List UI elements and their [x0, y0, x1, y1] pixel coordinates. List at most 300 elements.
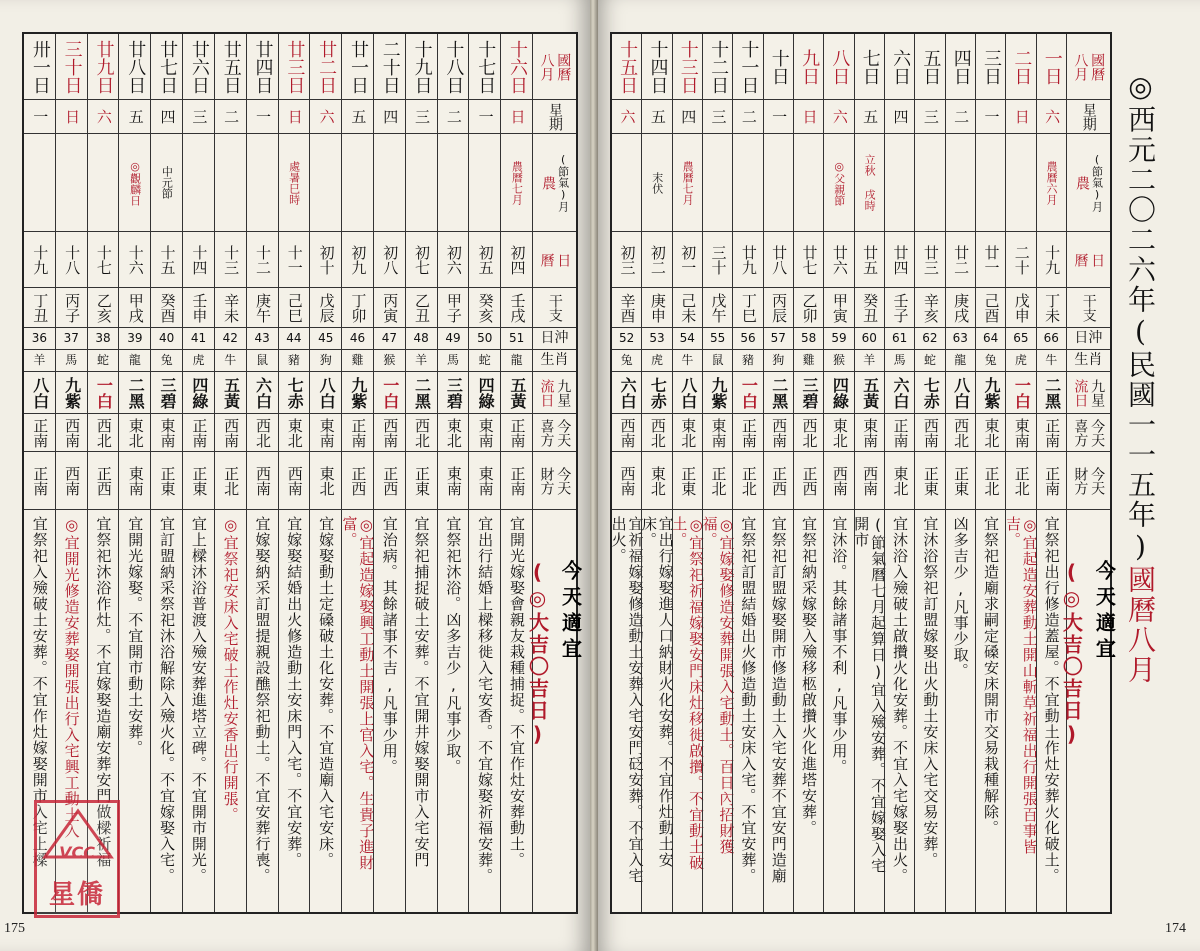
cai-text: 正東: [679, 465, 698, 496]
cell-star: [733, 372, 762, 414]
nong-text: 十九: [1043, 244, 1062, 275]
cai-text: 正東: [190, 465, 209, 496]
header-age-label: 日沖: [540, 330, 569, 347]
header-note: [533, 134, 576, 232]
cell-date: [215, 34, 246, 100]
cell-date: [946, 34, 975, 100]
activity-text: 宜祭祀入殮破土安葬。不宜作灶嫁娶開市入宅上樑: [30, 516, 49, 868]
cell-xi: [501, 414, 532, 452]
header-today: [525, 510, 583, 912]
cell-age: [151, 328, 182, 350]
cell-gz: [151, 288, 182, 328]
cell-xi: [764, 414, 793, 452]
xi-text: 東南: [476, 417, 495, 448]
cell-note: [342, 134, 373, 232]
xi-text: 東南: [158, 417, 177, 448]
cell-note: [310, 134, 341, 232]
header-note-label2: 農: [540, 175, 557, 190]
cell-note: [374, 134, 405, 232]
day-column: [437, 34, 469, 912]
star-text: 一白: [380, 376, 400, 409]
animal-text: 虎: [192, 352, 205, 367]
cell-nong: [406, 232, 437, 288]
header-animal-label: 生肖: [1074, 352, 1103, 369]
animal-text: 兔: [620, 352, 633, 367]
date-text: 廿三日: [284, 39, 306, 94]
gz-text: 乙亥: [94, 292, 113, 323]
header-animal: [533, 350, 576, 372]
cell-star: [915, 372, 944, 414]
activity-text: 宜訂盟納采祭祀沐浴解除入殮火化。不宜嫁娶入宅。: [158, 516, 177, 884]
cai-text: 正南: [31, 465, 50, 496]
header-age-label: 日沖: [1074, 330, 1103, 347]
cell-note: [438, 134, 469, 232]
nong-text: 初六: [444, 244, 463, 275]
age-text: 53: [649, 330, 665, 345]
wk-text: 三: [921, 109, 940, 124]
cell-date: [855, 34, 884, 100]
cell-date: [642, 34, 671, 100]
date-text: 廿一日: [347, 39, 369, 94]
cell-star: [946, 372, 975, 414]
gz-text: 辛酉: [618, 292, 637, 323]
cai-text: 西南: [830, 465, 849, 496]
cell-act: [640, 510, 675, 912]
cell-age: [976, 328, 1005, 350]
cell-star: [976, 372, 1005, 414]
cell-gz: [915, 288, 944, 328]
day-column: [1003, 34, 1039, 912]
cell-age: [501, 328, 532, 350]
cell-note: [469, 134, 500, 232]
activity-text: 宜沐浴祭祀訂盟嫁娶出火動土安床入宅交易安葬。: [921, 516, 940, 868]
header-wk-label: 星期: [1080, 102, 1097, 131]
cell-animal: [88, 350, 119, 372]
cell-wk: [703, 100, 732, 134]
wk-text: 日: [285, 109, 304, 124]
cell-cai: [215, 452, 246, 510]
date-text: 九日: [799, 48, 821, 85]
activity-text: 宜祈福嫁娶修造動土安葬入宅安門砭安葬。不宜入宅出火。: [609, 516, 645, 884]
cell-xi: [976, 414, 1005, 452]
cell-animal: [56, 350, 87, 372]
cell-nong: [501, 232, 532, 288]
cell-act: [852, 510, 888, 912]
cell-nong: [56, 232, 87, 288]
cai-text: 正東: [413, 465, 432, 496]
cell-star: [642, 372, 671, 414]
wk-text: 六: [1043, 109, 1062, 124]
cell-cai: [406, 452, 437, 510]
cell-note: [946, 134, 975, 232]
cell-nong: [88, 232, 119, 288]
cell-gz: [342, 288, 373, 328]
cell-date: [1037, 34, 1066, 100]
animal-text: 龍: [128, 352, 141, 367]
cell-note: [56, 134, 87, 232]
header-age: [533, 328, 576, 350]
cell-date: [764, 34, 793, 100]
cell-gz: [374, 288, 405, 328]
star-text: 九紫: [709, 376, 729, 409]
gz-text: 甲寅: [830, 292, 849, 323]
wk-text: 日: [1012, 109, 1031, 124]
cai-text: 正北: [739, 465, 758, 496]
cell-wk: [247, 100, 278, 134]
cell-wk: [279, 100, 310, 134]
wk-text: 三: [190, 109, 209, 124]
header-cai: [533, 452, 576, 510]
star-text: 一白: [94, 376, 114, 409]
cell-date: [1006, 34, 1035, 100]
activity-text: 宜祭祀造廟求嗣定磉安床開市交易栽種解除。: [982, 516, 1000, 836]
cell-cai: [88, 452, 119, 510]
date-text: 十日: [768, 48, 790, 85]
wk-text: 日: [508, 109, 527, 124]
header-date-label2: 八月: [1072, 52, 1089, 81]
animal-text: 兔: [984, 352, 997, 367]
cell-cai: [794, 452, 823, 510]
cai-text: 正西: [94, 465, 113, 496]
cell-cai: [1006, 452, 1035, 510]
cell-xi: [24, 414, 55, 452]
activity-text: ◎宜開光修造安葬娶開張出行入宅興工動土入: [62, 516, 81, 839]
cell-note: [24, 134, 55, 232]
gz-text: 癸丑: [861, 292, 880, 323]
nong-text: 廿一: [982, 244, 1001, 275]
day-column: [500, 34, 532, 912]
activity-text: 宜祭祀捕捉破土安葬。不宜開井嫁娶開市入宅安門: [412, 516, 431, 868]
xi-text: 正南: [31, 417, 50, 448]
right-page: [596, 0, 1200, 951]
cell-age: [824, 328, 853, 350]
nong-text: 三十: [709, 244, 728, 275]
cell-age: [374, 328, 405, 350]
stamp-vcc-text: VCC: [59, 843, 95, 862]
cell-wk: [183, 100, 214, 134]
nong-text: 初八: [381, 244, 400, 275]
cell-cai: [612, 452, 641, 510]
nong-text: 廿九: [739, 244, 758, 275]
date-text: 廿二日: [316, 39, 338, 94]
cai-text: 西南: [618, 465, 637, 496]
activity-text: 宜上樑沐浴普渡入殮安葬進塔立碑。不宜開市開光。: [189, 516, 208, 884]
day-column: [732, 34, 762, 912]
cell-act: [151, 510, 182, 912]
age-text: 49: [445, 330, 461, 345]
nong-text: 十九: [31, 244, 50, 275]
cell-gz: [794, 288, 823, 328]
age-text: 41: [190, 330, 207, 345]
cell-nong: [438, 232, 469, 288]
cell-date: [279, 34, 310, 100]
header-xi-label: 今天: [555, 418, 572, 447]
xi-text: 正南: [508, 417, 527, 448]
cell-star: [247, 372, 278, 414]
star-text: 一白: [1012, 376, 1032, 409]
xi-text: 東南: [709, 417, 728, 448]
nong-text: 廿八: [770, 244, 789, 275]
cell-star: [56, 372, 87, 414]
title-red: 國曆八月: [1124, 565, 1157, 685]
cell-date: [151, 34, 182, 100]
nong-text: 十一: [285, 244, 304, 275]
cell-date: [24, 34, 55, 100]
day-column: [670, 34, 706, 912]
wk-text: 一: [982, 109, 1001, 124]
cell-wk: [1006, 100, 1035, 134]
cell-wk: [119, 100, 150, 134]
cell-wk: [824, 100, 853, 134]
header-star-label: 九星: [1089, 378, 1106, 407]
wk-text: 四: [891, 109, 910, 124]
animal-text: 狗: [319, 352, 332, 367]
cell-nong: [310, 232, 341, 288]
cell-animal: [733, 350, 762, 372]
day-column: [405, 34, 437, 912]
cai-text: 東南: [126, 465, 145, 496]
day-column: [640, 34, 675, 912]
cell-cai: [976, 452, 1005, 510]
header-note-label2: 農: [1073, 175, 1090, 190]
cai-text: 正西: [381, 465, 400, 496]
date-text: 八日: [829, 48, 851, 85]
cell-date: [612, 34, 641, 100]
nong-text: 二十: [1012, 244, 1031, 275]
cell-wk: [374, 100, 405, 134]
header-age: [1067, 328, 1110, 350]
date-text: 五日: [920, 48, 942, 85]
header-nong: [1067, 232, 1110, 288]
nong-text: 廿五: [861, 244, 880, 275]
cell-cai: [151, 452, 182, 510]
day-column: [373, 34, 405, 912]
activity-text: 宜祭祀訂盟結婚出火修造動土安床入宅。不宜安葬。: [739, 516, 758, 884]
cai-text: 東北: [317, 465, 336, 496]
date-text: 四日: [950, 48, 972, 85]
date-text: 廿六日: [188, 39, 210, 94]
cell-animal: [151, 350, 182, 372]
age-text: 64: [982, 330, 999, 345]
cell-nong: [915, 232, 944, 288]
activity-text: ◎宜起造安葬動土開山斬草祈福出行開張百事皆吉。: [1003, 516, 1039, 855]
cell-nong: [733, 232, 762, 288]
cell-cai: [469, 452, 500, 510]
age-text: 51: [508, 330, 525, 345]
cell-cai: [501, 452, 532, 510]
activity-text: ◎宜祭祀祈福嫁娶安門床灶移徙啟攢。不宜動土破土。: [670, 516, 706, 871]
wk-text: 五: [349, 109, 368, 124]
animal-text: 鼠: [711, 352, 724, 367]
cell-star: [183, 372, 214, 414]
xi-text: 西南: [770, 417, 789, 448]
cell-gz: [976, 288, 1005, 328]
header-gz-label: 干支: [1080, 293, 1097, 322]
header-cai-label2: 財方: [1072, 466, 1089, 495]
cell-cai: [885, 452, 914, 510]
cell-star: [612, 372, 641, 414]
star-text: 二黑: [126, 376, 146, 409]
cell-cai: [915, 452, 944, 510]
cell-animal: [976, 350, 1005, 372]
age-text: 37: [63, 330, 79, 345]
age-text: 55: [710, 330, 726, 345]
cell-xi: [612, 414, 641, 452]
cell-cai: [438, 452, 469, 510]
activity-text: 宜沐浴。其餘諸事不利,凡事少用。: [830, 516, 849, 775]
date-text: 十八日: [443, 39, 465, 94]
header-column: [1059, 34, 1117, 912]
wk-text: 六: [830, 109, 849, 124]
cell-act: [406, 510, 437, 912]
cell-nong: [673, 232, 702, 288]
cell-nong: [1006, 232, 1035, 288]
cell-age: [56, 328, 87, 350]
header-note: [1067, 134, 1110, 232]
activity-text: 宜祭祀納采嫁娶入殮移柩啟攢火化進塔安葬。: [800, 516, 819, 836]
header-cai-label: 今天: [555, 466, 572, 495]
wk-text: 一: [31, 109, 50, 124]
wk-text: 日: [63, 109, 82, 124]
cell-wk: [855, 100, 884, 134]
today-note: (◎大吉〇吉日): [525, 560, 550, 748]
cell-xi: [703, 414, 732, 452]
cell-gz: [438, 288, 469, 328]
gz-text: 甲子: [444, 292, 463, 323]
cell-gz: [703, 288, 732, 328]
cell-wk: [1037, 100, 1066, 134]
star-text: 二黑: [769, 376, 789, 409]
cell-animal: [642, 350, 671, 372]
star-text: 六白: [253, 376, 273, 409]
cell-act: [469, 510, 500, 912]
cell-date: [915, 34, 944, 100]
cell-gz: [733, 288, 762, 328]
cell-age: [673, 328, 702, 350]
cell-wk: [24, 100, 55, 134]
nong-text: 初一: [679, 244, 698, 275]
age-text: 56: [740, 330, 756, 345]
cell-wk: [673, 100, 702, 134]
note-text: 農曆六月: [1045, 160, 1059, 205]
cell-star: [88, 372, 119, 414]
cell-xi: [342, 414, 373, 452]
day-column: [700, 34, 736, 912]
animal-text: 牛: [224, 352, 237, 367]
cell-act: [374, 510, 405, 912]
header-cai-label2: 財方: [538, 466, 555, 495]
cell-star: [151, 372, 182, 414]
day-column: [55, 34, 87, 912]
animal-text: 猴: [383, 352, 396, 367]
watermark-stamp: [34, 800, 120, 918]
header-xi-label: 今天: [1089, 418, 1106, 447]
xi-text: 西南: [63, 417, 82, 448]
xi-text: 西南: [618, 417, 637, 448]
cell-age: [469, 328, 500, 350]
cell-age: [885, 328, 914, 350]
cell-note: [764, 134, 793, 232]
cell-age: [764, 328, 793, 350]
age-text: 58: [800, 330, 817, 345]
note-text: 末伏: [650, 171, 664, 194]
wk-text: 五: [648, 109, 667, 124]
gz-text: 癸亥: [476, 292, 495, 323]
cell-date: [824, 34, 853, 100]
gz-text: 丙辰: [770, 292, 789, 323]
cell-xi: [183, 414, 214, 452]
cell-star: [24, 372, 55, 414]
cell-animal: [119, 350, 150, 372]
cell-nong: [279, 232, 310, 288]
date-text: 十一日: [738, 39, 760, 94]
cell-xi: [88, 414, 119, 452]
cell-xi: [1037, 414, 1066, 452]
wk-text: 六: [618, 109, 637, 124]
header-nong-label2: 曆: [538, 252, 555, 267]
gz-text: 丙寅: [381, 292, 400, 323]
age-text: 50: [477, 330, 493, 345]
age-text: 63: [952, 330, 968, 345]
cell-note: [88, 134, 119, 232]
gz-text: 辛亥: [921, 292, 940, 323]
cell-cai: [673, 452, 702, 510]
nong-text: 初五: [476, 244, 495, 275]
cell-act: [310, 510, 341, 912]
cell-xi: [279, 414, 310, 452]
cai-text: 西南: [63, 465, 82, 496]
cell-animal: [794, 350, 823, 372]
day-column: [150, 34, 182, 912]
cell-wk: [885, 100, 914, 134]
xi-text: 西北: [413, 417, 432, 448]
cell-note: [642, 134, 671, 232]
activity-text: ◎宜起造嫁娶興工動土開張上官入宅。生貴子進財富。: [340, 516, 376, 871]
cell-xi: [824, 414, 853, 452]
star-text: 二黑: [1042, 376, 1062, 409]
xi-text: 東北: [679, 417, 698, 448]
cell-animal: [215, 350, 246, 372]
day-column: [214, 34, 246, 912]
cell-age: [247, 328, 278, 350]
cell-act: [976, 510, 1005, 912]
cell-age: [733, 328, 762, 350]
cell-animal: [279, 350, 310, 372]
cell-animal: [885, 350, 914, 372]
date-text: 十四日: [647, 39, 669, 94]
nong-text: 十八: [63, 244, 82, 275]
header-nong-label2: 曆: [1072, 252, 1089, 267]
cell-cai: [310, 452, 341, 510]
cell-cai: [1037, 452, 1066, 510]
left-calendar-grid: [22, 32, 583, 914]
cell-age: [342, 328, 373, 350]
cell-animal: [374, 350, 405, 372]
cell-nong: [247, 232, 278, 288]
xi-text: 正南: [891, 417, 910, 448]
cell-note: [406, 134, 437, 232]
cell-date: [406, 34, 437, 100]
cell-cai: [824, 452, 853, 510]
activity-text: 宜出行嫁娶進人口納財火化安葬。不宜作灶動土安床。: [640, 516, 675, 868]
day-column: [884, 34, 914, 912]
date-text: 廿九日: [93, 39, 115, 94]
star-text: 一白: [739, 376, 759, 409]
cell-act: [764, 510, 793, 912]
cell-wk: [438, 100, 469, 134]
cell-note: [915, 134, 944, 232]
day-column: [246, 34, 278, 912]
